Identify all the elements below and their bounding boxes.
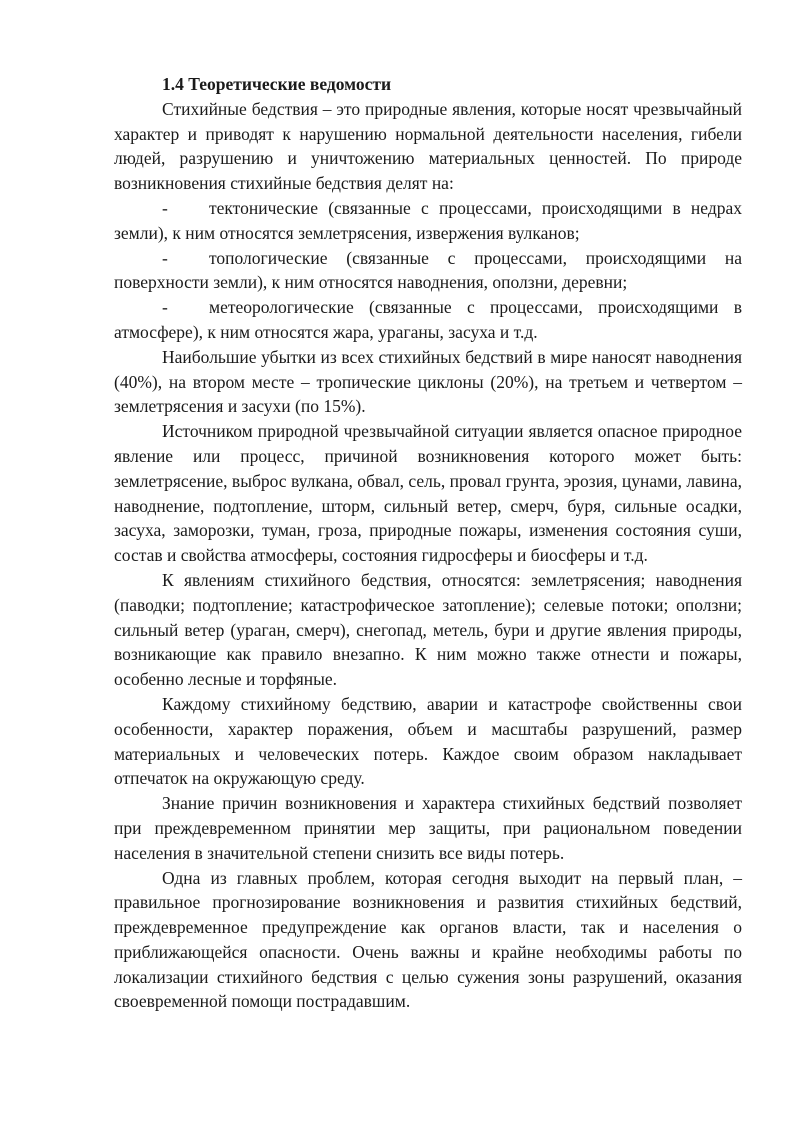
paragraph-losses: Наибольшие убытки из всех стихийных бедствий в мире наносят наводнения (40%), на втором месте – тропические циклоны (20%), на третьем и четвертом – землетрясения и засухи (по 15%).: [114, 346, 742, 417]
list-dash: -: [162, 197, 168, 218]
paragraph-phenomena: К явлениям стихийного бедствия, относятся: землетрясения; наводнения (паводки; подтопление; катастрофическое затопление); селевые потоки; оползни; сильный ветер (ураган, смерч), снегопад, метель, бури и другие явления природы, возникающие как правило внезапно. К ним можно также отнести и пожары, особенно лесные и торфяные.: [114, 569, 742, 690]
list-item-text: метеорологические (связанные с процессами, происходящими в атмосфере), к ним относятся жара, ураганы, засуха и т.д.: [114, 297, 742, 342]
list-item-text: топологические (связанные с процессами, происходящими на поверхности земли), к ним относятся наводнения, оползни, деревни;: [114, 247, 742, 293]
paragraph-features: Каждому стихийному бедствию, аварии и катастрофе свойственны свои особенности, характер поражения, объем и масштабы разрушений, размер материальных и человеческих потерь. Каждое своим образом накладывает отпечаток на окружающую среду.: [114, 693, 742, 789]
section-heading: 1.4 Теоретические ведомости: [162, 74, 392, 94]
list-dash: -: [162, 247, 168, 268]
list-item-tectonic: [114, 196, 742, 246]
paragraph-sources: Источником природной чрезвычайной ситуации является опасное природное явление или процесс, причиной возникновения которого может быть: землетрясение, выброс вулкана, обвал, сель, провал грунта, эрозия, цунами, лавина, наводнение, подтопление, шторм, сильный ветер, смерч, буря, сильные осадки, засуха, заморозки, туман, гроза, природные пожары, изменения состояния суши, состав и свойства атмосферы, состояния гидросферы и биосферы и т.д.: [114, 421, 742, 566]
list-dash: -: [162, 297, 168, 318]
paragraph-forecasting: Одна из главных проблем, которая сегодня выходит на первый план, – правильное прогнозирование возникновения и развития стихийных бедствий, преждевременное предупреждение как органов власти, так и населения о приближающейся опасности. Очень важны и крайне необходимы работы по локализации стихийного бедствия с целью сужения зоны разрушений, оказания своевременной помощи пострадавшим.: [114, 867, 742, 1012]
intro-paragraph: Стихийные бедствия – это природные явления, которые носят чрезвычайный характер и приводят к нарушению нормальной деятельности населения, гибели людей, разрушению и уничтожению материальных ценностей. По природе возникновения стихийные бедствия делят на:: [114, 98, 742, 194]
list-item-text: тектонические (связанные с процессами, происходящими в недрах земли), к ним относятся землетрясения, извержения вулканов;: [114, 197, 742, 243]
paragraph-knowledge: Знание причин возникновения и характера стихийных бедствий позволяет при преждевременном принятии мер защиты, при рациональном поведении населения в значительной степени снизить все виды потерь.: [114, 793, 742, 863]
list-item-topological: [114, 246, 742, 296]
list-item-meteorological: [114, 295, 742, 345]
document-page: [114, 72, 742, 1014]
